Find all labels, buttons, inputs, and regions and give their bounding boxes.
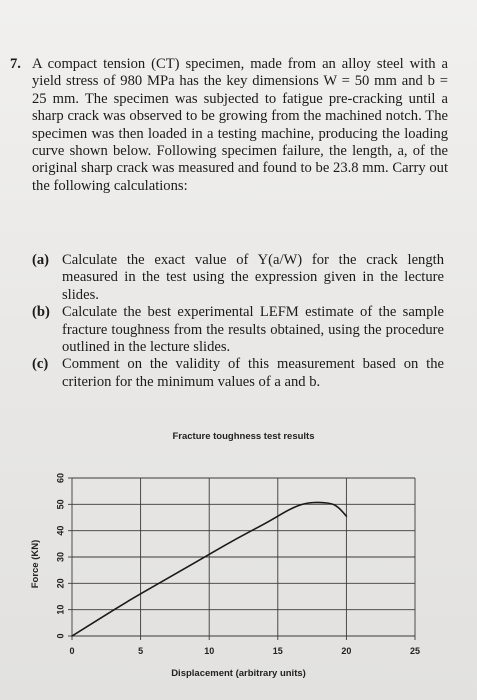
x-tick-label: 10 xyxy=(204,646,215,656)
x-axis-label: Displacement (arbitrary units) xyxy=(171,668,306,679)
part-label: (b) xyxy=(32,304,50,321)
y-tick-label: 10 xyxy=(55,604,66,615)
y-axis-label: Force (KN) xyxy=(30,539,41,589)
part-label: (a) xyxy=(32,252,50,268)
part-text: Calculate the exact value of Y(a/W) for the crack length measured in the test using the expression given in the lecture slides. xyxy=(62,252,444,303)
x-tick-label: 5 xyxy=(138,646,144,656)
x-tick-label: 0 xyxy=(69,646,75,656)
y-tick-label: 0 xyxy=(55,633,66,639)
part-text: Comment on the validity of this measurement based on the criterion for the minimum values of a and b. xyxy=(62,356,444,390)
chart-title: Fracture toughness test results xyxy=(172,431,315,442)
part-b xyxy=(32,304,444,356)
force-displacement-chart xyxy=(0,460,477,670)
y-ticks xyxy=(55,473,65,639)
x-tick-label: 20 xyxy=(341,646,352,656)
x-tick-label: 25 xyxy=(409,646,421,656)
part-a xyxy=(32,252,444,304)
part-c xyxy=(32,356,444,391)
y-tick-label: 40 xyxy=(55,525,66,536)
y-tick-label: 50 xyxy=(55,499,66,510)
question-7 xyxy=(10,56,448,195)
y-tick-label: 60 xyxy=(55,472,66,484)
x-tick-label: 15 xyxy=(272,646,283,656)
question-number: 7. xyxy=(10,56,21,72)
question-text: A compact tension (CT) specimen, made from an alloy steel with a yield stress of 980 MPa has the key dimensions W = 50 mm and b = 25 mm. The specimen was subjected to fatigue pre-cracking until a sharp crack was observed to be growing from the machined notch. The specimen was then loaded in a testing machine, producing the loading curve shown below. Following specimen failure, the length, a, of the original sharp crack was measured and found to be 23.8 mm. Carry out the following calculations: xyxy=(32,56,448,194)
grid xyxy=(68,478,415,640)
x-ticks xyxy=(69,646,420,656)
y-tick-label: 30 xyxy=(55,551,66,563)
y-tick-label: 20 xyxy=(55,578,66,589)
part-text: Calculate the best experimental LEFM estimate of the sample fracture toughness from the results obtained, using the procedure outlined in the lecture slides. xyxy=(62,304,444,356)
part-label: (c) xyxy=(32,356,49,373)
question-parts xyxy=(32,252,444,391)
